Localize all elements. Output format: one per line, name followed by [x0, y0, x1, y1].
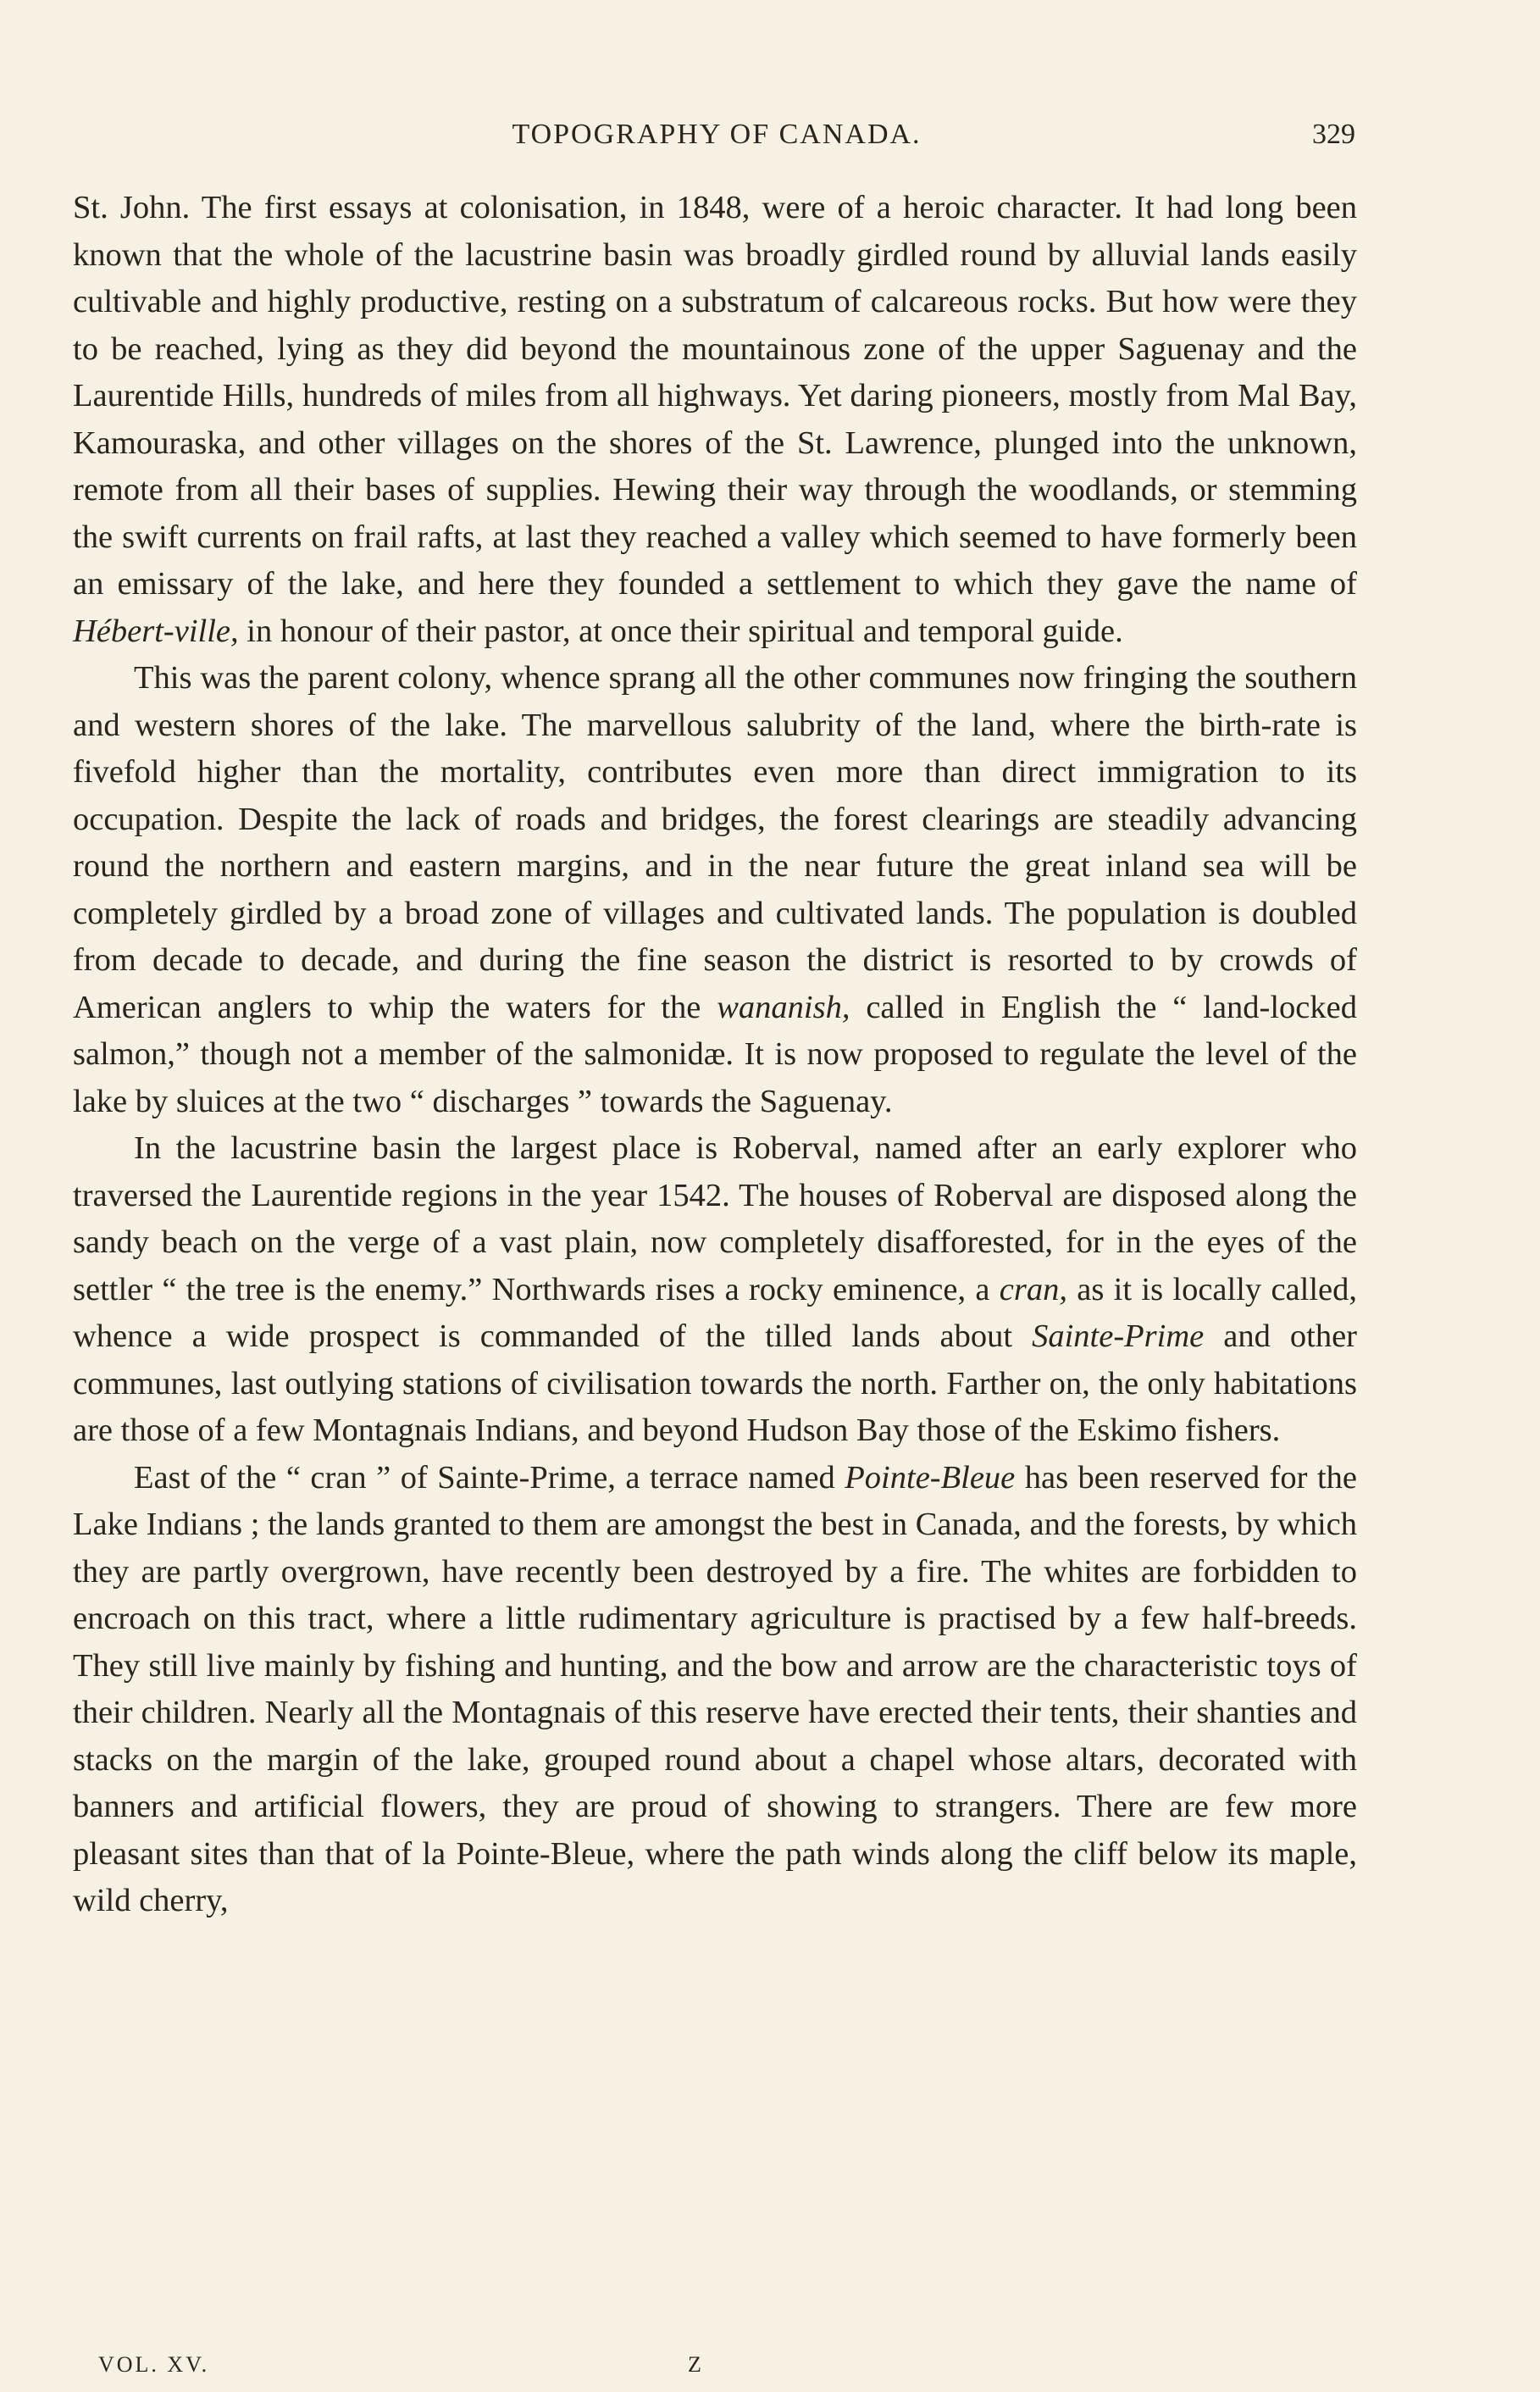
volume-signature: VOL. XV.	[98, 2352, 210, 2377]
text-run: has been reserved for the Lake Indians ; the lands granted to them are amongst the best in Canada, and the forests, by which they are partly overgrown, have recently been destroyed by a fire. The whites are forbidden to encroach on this tract, where a little rudimentary agriculture is practised by a few half-breeds. They still live mainly by fishing and hunting, and the bow and arrow are the characteristic toys of their children. Nearly all the Montagnais of this reserve have erected their tents, their shanties and stacks on the margin of the lake, grouped round about a chapel whose altars, decorated with banners and artificial flowers, they are proud of showing to strangers. There are few more pleasant sites than that of la Pointe-Bleue, where the path winds along the cliff below its maple, wild cherry,	[73, 1459, 1357, 1918]
paragraph	[73, 185, 1357, 655]
italic-term: cran,	[999, 1271, 1067, 1307]
text-run: East of the “ cran ” of Sainte-Prime, a terrace named	[134, 1459, 845, 1496]
italic-term: Pointe-Bleue	[845, 1459, 1016, 1496]
text-run: as it is locally called, whence a wide prospect is commanded of the tilled lands about	[73, 1271, 1357, 1354]
page-footer	[98, 2352, 1352, 2386]
running-head: TOPOGRAPHY OF CANADA.	[512, 119, 922, 150]
text-run: called in English the “ land-locked salmon,” though not a member of the salmonidæ. It is now proposed to regulate the level of the lake by sluices at the two “ discharges ” towards the Saguenay.	[73, 989, 1357, 1119]
page-header	[78, 119, 1355, 161]
signature-letter: Z	[688, 2352, 701, 2377]
page-number: 329	[1312, 119, 1355, 150]
text-run: St. John. The first essays at colonisation, in 1848, were of a heroic character. It had long been known that the whole of the lacustrine basin was broadly girdled round by alluvial lands easily cultivable and highly productive, resting on a substratum of calcareous rocks. But how were they to be reached, lying as they did beyond the mountainous zone of the upper Saguenay and the Laurentide Hills, hundreds of miles from all highways. Yet daring pioneers, mostly from Mal Bay, Kamouraska, and other villages on the shores of the St. Lawrence, plunged into the unknown, remote from all their bases of supplies. Hewing their way through the woodlands, or stemming the swift currents on frail rafts, at last they reached a valley which seemed to have formerly been an emissary of the lake, and here they founded a settlement to which they gave the name of	[73, 190, 1357, 602]
paragraph	[73, 655, 1357, 1125]
italic-term: wananish,	[717, 989, 850, 1025]
italic-term: Hébert-ville,	[73, 613, 239, 649]
paragraph	[73, 1455, 1357, 1925]
text-run: and other communes, last outlying stations of civilisation towards the north. Farther on, the only habitations are those of a few Montagnais Indians, and beyond Hudson Bay those of the Eskimo fishers.	[73, 1318, 1357, 1448]
text-run: In the lacustrine basin the largest place is Roberval, named after an early explorer who traversed the Laurentide regions in the year 1542. The houses of Roberval are disposed along the sandy beach on the verge of a vast plain, now completely disafforested, for in the eyes of the settler “ the tree is the enemy.” Northwards rises a rocky eminence, a	[73, 1130, 1357, 1307]
text-run: in honour of their pastor, at once their spiritual and temporal guide.	[238, 613, 1123, 649]
text-run: This was the parent colony, whence sprang all the other communes now fringing the southern and western shores of the lake. The marvellous salubrity of the land, where the birth-rate is fivefold higher than the mortality, contributes even more than direct immigration to its occupation. Despite the lack of roads and bridges, the forest clearings are steadily advancing round the northern and eastern margins, and in the near future the great inland sea will be completely girdled by a broad zone of villages and cultivated lands. The population is doubled from decade to decade, and during the fine season the district is resorted to by crowds of American anglers to whip the waters for the	[73, 660, 1357, 1025]
paragraph	[73, 1125, 1357, 1455]
body-text	[73, 185, 1357, 1925]
italic-term: Sainte-Prime	[1032, 1318, 1205, 1354]
